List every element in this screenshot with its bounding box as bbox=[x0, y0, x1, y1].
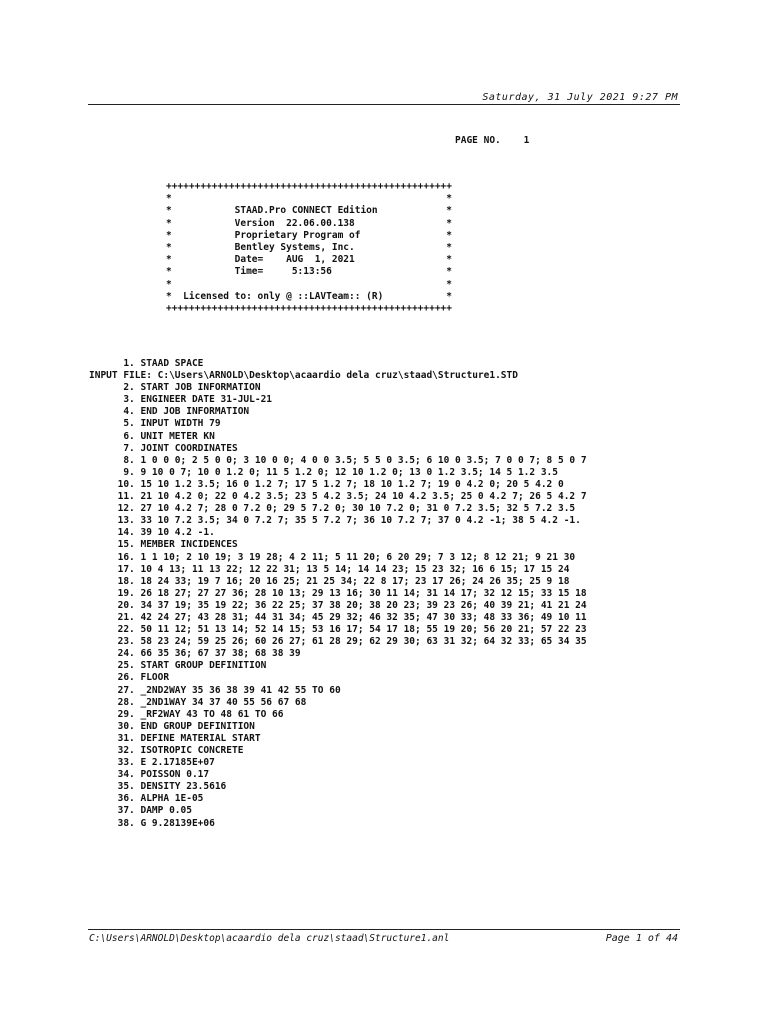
listing-line: 17. 10 4 13; 11 13 22; 12 22 31; 13 5 14; 14 14 23; 15 23 32; 16 6 15; 17 15 24 bbox=[89, 563, 570, 575]
header-date: Saturday, 31 July 2021 9:27 PM bbox=[482, 92, 678, 103]
listing-line: 6. UNIT METER KN bbox=[89, 430, 215, 442]
listing-line: 21. 42 24 27; 43 28 31; 44 31 34; 45 29 32; 46 32 35; 47 30 33; 48 33 36; 49 10 11 bbox=[89, 611, 587, 623]
listing-line: 1. STAAD SPACE bbox=[89, 358, 204, 369]
banner-line: ++++++++++++++++++++++++++++++++++++++++++++++++++ bbox=[166, 303, 452, 315]
listing-line: 35. DENSITY 23.5616 bbox=[89, 781, 227, 793]
input-listing bbox=[89, 358, 587, 830]
page-number: PAGE NO. 1 bbox=[455, 135, 530, 146]
banner-line: * STAAD.Pro CONNECT Edition * bbox=[166, 205, 452, 217]
listing-line: 7. JOINT COORDINATES bbox=[89, 442, 238, 454]
header-rule bbox=[88, 104, 680, 105]
listing-line: 36. ALPHA 1E-05 bbox=[89, 793, 204, 805]
listing-line: 8. 1 0 0 0; 2 5 0 0; 3 10 0 0; 4 0 0 3.5; 5 5 0 3.5; 6 10 0 3.5; 7 0 0 7; 8 5 0 7 bbox=[89, 454, 587, 466]
listing-line: 28. _2ND1WAY 34 37 40 55 56 67 68 bbox=[89, 696, 307, 708]
listing-line: 10. 15 10 1.2 3.5; 16 0 1.2 7; 17 5 1.2 7; 18 10 1.2 7; 19 0 4.2 0; 20 5 4.2 0 bbox=[89, 478, 564, 490]
listing-line: 13. 33 10 7.2 3.5; 34 0 7.2 7; 35 5 7.2 7; 36 10 7.2 7; 37 0 4.2 -1; 38 5 4.2 -1. bbox=[89, 515, 581, 527]
listing-line: 30. END GROUP DEFINITION bbox=[89, 720, 255, 732]
listing-line: 22. 50 11 12; 51 13 14; 52 14 15; 53 16 17; 54 17 18; 55 19 20; 56 20 21; 57 22 23 bbox=[89, 624, 587, 636]
license-banner bbox=[166, 181, 452, 315]
listing-line: 27. _2ND2WAY 35 36 38 39 41 42 55 TO 60 bbox=[89, 684, 341, 696]
listing-line: 34. POISSON 0.17 bbox=[89, 769, 210, 781]
listing-line: 20. 34 37 19; 35 19 22; 36 22 25; 37 38 20; 38 20 23; 39 23 26; 40 39 21; 41 21 24 bbox=[89, 599, 587, 611]
listing-line: 15. MEMBER INCIDENCES bbox=[89, 539, 238, 551]
banner-line: * * bbox=[166, 278, 452, 290]
footer-page-count: Page 1 of 44 bbox=[605, 933, 678, 944]
listing-line: 29. _RF2WAY 43 TO 48 61 TO 66 bbox=[89, 708, 284, 720]
banner-line: * Proprietary Program of * bbox=[166, 229, 452, 241]
listing-line: 38. G 9.28139E+06 bbox=[89, 817, 215, 829]
listing-line: 19. 26 18 27; 27 27 36; 28 10 13; 29 13 16; 30 11 14; 31 14 17; 32 12 15; 33 15 18 bbox=[89, 587, 587, 599]
banner-line: ++++++++++++++++++++++++++++++++++++++++++++++++++ bbox=[166, 181, 452, 192]
listing-line: 5. INPUT WIDTH 79 bbox=[89, 418, 221, 430]
listing-line: 33. E 2.17185E+07 bbox=[89, 757, 215, 769]
listing-line: 2. START JOB INFORMATION bbox=[89, 382, 261, 394]
listing-line: 9. 9 10 0 7; 10 0 1.2 0; 11 5 1.2 0; 12 10 1.2 0; 13 0 1.2 3.5; 14 5 1.2 3.5 bbox=[89, 466, 558, 478]
banner-line: * Time= 5:13:56 * bbox=[166, 266, 452, 278]
listing-line: 14. 39 10 4.2 -1. bbox=[89, 527, 215, 539]
listing-line: 37. DAMP 0.05 bbox=[89, 805, 192, 817]
listing-line: 23. 58 23 24; 59 25 26; 60 26 27; 61 28 29; 62 29 30; 63 31 32; 64 32 33; 65 34 35 bbox=[89, 636, 587, 648]
listing-line: 11. 21 10 4.2 0; 22 0 4.2 3.5; 23 5 4.2 3.5; 24 10 4.2 3.5; 25 0 4.2 7; 26 5 4.2 7 bbox=[89, 491, 587, 503]
banner-line: * Date= AUG 1, 2021 * bbox=[166, 254, 452, 266]
banner-line: * Bentley Systems, Inc. * bbox=[166, 242, 452, 254]
listing-line: 4. END JOB INFORMATION bbox=[89, 406, 250, 418]
listing-line: 3. ENGINEER DATE 31-JUL-21 bbox=[89, 394, 273, 406]
listing-line: 16. 1 1 10; 2 10 19; 3 19 28; 4 2 11; 5 11 20; 6 20 29; 7 3 12; 8 12 21; 9 21 30 bbox=[89, 551, 576, 563]
footer-rule bbox=[88, 929, 680, 930]
listing-line: 26. FLOOR bbox=[89, 672, 170, 684]
listing-line: 18. 18 24 33; 19 7 16; 20 16 25; 21 25 34; 22 8 17; 23 17 26; 24 26 35; 25 9 18 bbox=[89, 575, 570, 587]
listing-line: 31. DEFINE MATERIAL START bbox=[89, 732, 261, 744]
listing-line: 32. ISOTROPIC CONCRETE bbox=[89, 745, 244, 756]
listing-line: 12. 27 10 4.2 7; 28 0 7.2 0; 29 5 7.2 0; 30 10 7.2 0; 31 0 7.2 3.5; 32 5 7.2 3.5 bbox=[89, 503, 576, 515]
listing-line: 24. 66 35 36; 67 37 38; 68 38 39 bbox=[89, 648, 301, 660]
listing-line: INPUT FILE: C:\Users\ARNOLD\Desktop\acaardio dela cruz\staad\Structure1.STD bbox=[89, 370, 518, 382]
banner-line: * * bbox=[166, 193, 452, 205]
listing-line: 25. START GROUP DEFINITION bbox=[89, 660, 267, 672]
banner-line: * Licensed to: only @ ::LAVTeam:: (R) * bbox=[166, 290, 452, 302]
banner-line: * Version 22.06.00.138 * bbox=[166, 217, 452, 229]
footer-file-path: C:\Users\ARNOLD\Desktop\acaardio dela cruz\staad\Structure1.anl bbox=[89, 933, 450, 944]
